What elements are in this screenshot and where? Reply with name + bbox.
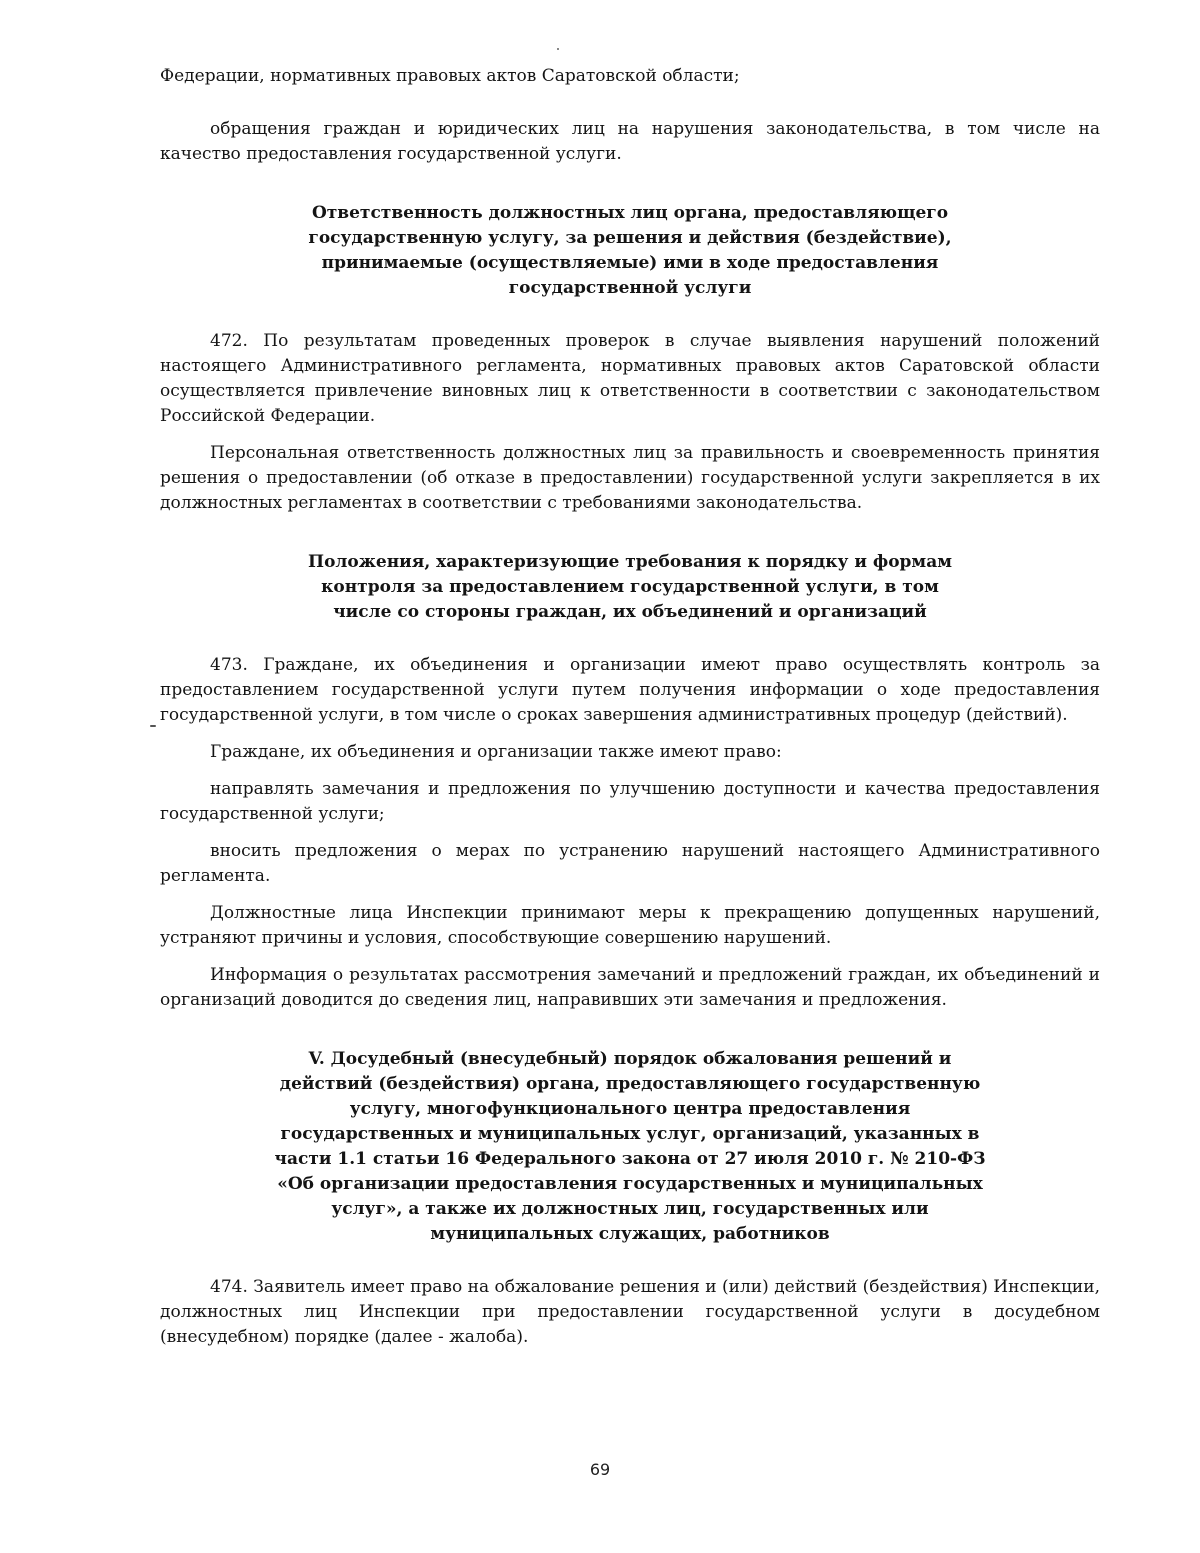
heading-section-v: V. Досудебный (внесудебный) порядок обжалования решений и действий (бездействия) органа, предоставляющего государственную услугу, многофункционального центра предоставления государственных и муниципальных услуг, организаций, указанных в части 1.1 статьи 16 Федерального закона от 27 июля 2010 г. № 210-ФЗ «Об организации предоставления государственных и муниципальных услуг», а также их должностных лиц, государственных или муниципальных служащих, работников [274,1049,986,1244]
heading-control-requirements: Положения, характеризующие требования к порядку и формам контроля за предоставлением государственной услуги, в том числе со стороны граждан, их объединений и организаций [308,552,952,622]
scan-artifact-margin [150,725,156,727]
paragraph-submit-proposals: вносить предложения о мерах по устранению нарушений настоящего Административного регламента. [160,841,1100,886]
paragraph-472: 472. По результатам проведенных проверок в случае выявления нарушений положений настоящего Административного регламента, нормативных правовых актов Саратовской области осуществляется привлечение виновных лиц к ответственности в соответствии с законодательством Российской Федерации. [160,331,1100,426]
paragraph-continuation: Федерации, нормативных правовых актов Саратовской области; [160,66,740,86]
scan-artifact-top [557,48,559,50]
paragraph-citizens-rights: Граждане, их объединения и организации также имеют право: [210,742,782,762]
paragraph-personal-responsibility: Персональная ответственность должностных лиц за правильность и своевременность принятия решения о предоставлении (об отказе в предоставлении) государственной услуги закрепляется в их должностных регламентах в соответствии с требованиями законодательства. [160,443,1100,513]
paragraph-474: 474. Заявитель имеет право на обжалование решения и (или) действий (бездействия) Инспекции, должностных лиц Инспекции при предоставлении государственной услуги в досудебном (внесудебном) порядке (далее - жалоба). [160,1277,1100,1347]
heading-responsibility: Ответственность должностных лиц органа, предоставляющего государственную услугу, за решения и действия (бездействие), принимаемые (осуществляемые) ими в ходе предоставления государственной услуги [308,203,952,298]
paragraph-information-results: Информация о результатах рассмотрения замечаний и предложений граждан, их объединений и организаций доводится до сведения лиц, направивших эти замечания и предложения. [160,965,1100,1010]
page-number: 69 [589,1460,611,1479]
document-page [160,64,1100,1504]
paragraph-officials-measures: Должностные лица Инспекции принимают меры к прекращению допущенных нарушений, устраняют причины и условия, способствующие совершению нарушений. [160,903,1100,948]
paragraph-473: 473. Граждане, их объединения и организации имеют право осуществлять контроль за предоставлением государственной услуги путем получения информации о ходе предоставления государственной услуги, в том числе о сроках завершения административных процедур (действий). [160,655,1100,725]
paragraph-complaints: обращения граждан и юридических лиц на нарушения законодательства, в том числе на качество предоставления государственной услуги. [160,119,1100,164]
paragraph-send-remarks: направлять замечания и предложения по улучшению доступности и качества предоставления государственной услуги; [160,779,1100,824]
